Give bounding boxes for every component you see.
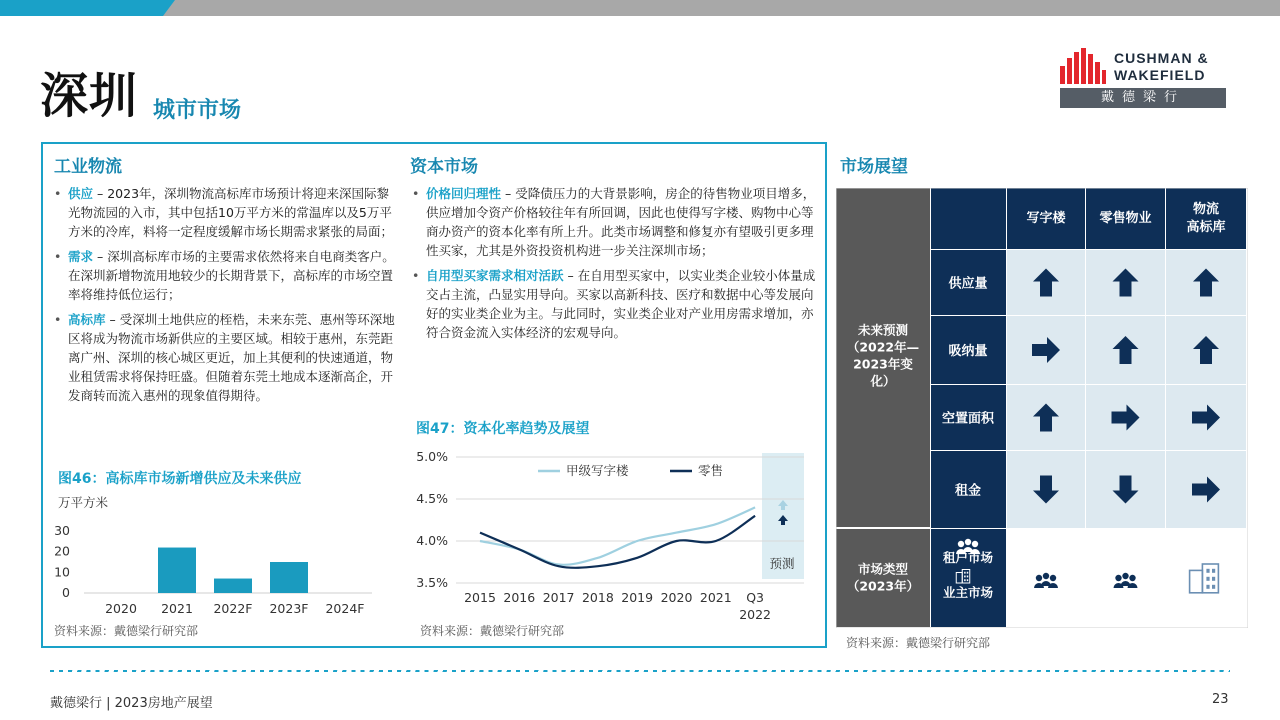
outlook-type-group-label: 市场类型 (857, 561, 909, 577)
chart47-x-tick-label: Q3 (746, 590, 764, 605)
chart47-title: 图47：资本化率趋势及展望 (416, 421, 590, 437)
logo-text-cn: 戴德梁行 (1060, 88, 1226, 108)
chart47-x-tick-label: 2019 (621, 590, 654, 605)
logo-bars-icon (1060, 48, 1106, 84)
footer-divider (50, 670, 1230, 672)
page-title: 深圳 (40, 68, 139, 124)
bullet-keyword: 供应 (68, 186, 94, 201)
industrial-bullets (54, 184, 398, 411)
chart47-y-tick-label: 4.5% (416, 491, 448, 506)
outlook-row-header-label: 供应量 (948, 276, 988, 292)
chart47-y-tick-label: 4.0% (416, 533, 448, 548)
capital-bullet-pricing (412, 184, 816, 260)
chart46-x-tick-label: 2022F (213, 601, 253, 616)
capital-section-title: 资本市场 (410, 157, 478, 177)
page-subtitle: 城市市场 (153, 98, 242, 123)
bullet-text: – 受降债压力的大背景影响，房企的待售物业项目增多，供应增加令资产价格较往年有所回调，因此也使得写字楼、购物中心等商办资产的资本化率有所上升。此类市场调整和修复亦有望吸引更多理性买家，尤其是外资投资机构进一步关注深圳市场； (426, 186, 816, 258)
outlook-column-header-label: 物流 (1192, 202, 1220, 217)
chart46-source: 资料来源：戴德梁行研究部 (54, 624, 199, 638)
outlook-column-header-label: 高标库 (1186, 220, 1226, 235)
chart47-x-tick-label: 2021 (699, 590, 732, 605)
bullet-keyword: 高标库 (68, 312, 106, 327)
industrial-bullet-supply (54, 184, 398, 241)
chart47-x-tick-label: 2018 (581, 590, 614, 605)
chart46-y-tick-label: 20 (54, 543, 70, 559)
outlook-type-legend-landlord: 业主市场 (942, 585, 994, 600)
page-number: 23 (1212, 692, 1229, 707)
chart46-x-tick-label: 2020 (105, 601, 137, 616)
outlook-type-group-label: （2023年） (846, 578, 920, 594)
outlook-row-header-label: 租金 (954, 483, 982, 499)
outlook-column-header (1166, 188, 1246, 249)
outlook-forecast-group-label: （2022年— (846, 339, 920, 355)
capital-bullets (412, 184, 816, 348)
chart47-x-tick-label: 2020 (660, 590, 693, 605)
bullet-keyword: 价格回归理性 (426, 186, 502, 201)
chart47-x-tick-label: 2022 (739, 607, 772, 622)
outlook-source: 资料来源：戴德梁行研究部 (846, 636, 991, 650)
outlook-table (836, 188, 1248, 628)
capital-bullet-owner-occupier (412, 266, 816, 342)
outlook-type-legend-tenant: 租户市场 (942, 550, 994, 565)
chart46-y-tick-label: 0 (62, 585, 70, 600)
outlook-type-cell (1166, 529, 1246, 627)
industrial-section-title: 工业物流 (54, 157, 122, 177)
chart47-source: 资料来源：戴德梁行研究部 (420, 624, 565, 638)
bullet-text: – 受深圳土地供应的桎梏，未来东莞、惠州等环深地区将成为物流市场新供应的主要区域。相较于惠州，东莞距离广州、深圳的核心城区更近，加上其便利的快速通道，物业租赁需求将保持旺盛。但随着东莞土地成本逐渐高企，开发商转而流入惠州的现象值得期待。 (68, 312, 395, 403)
chart46-bar-chart (50, 490, 380, 620)
cushman-wakefield-logo (1060, 46, 1226, 110)
outlook-group-divider (836, 527, 930, 529)
outlook-row-header-label: 吸纳量 (948, 344, 988, 359)
chart47-x-tick-label: 2016 (503, 590, 536, 605)
chart46-y-tick-label: 30 (54, 523, 70, 538)
chart47-forecast-label: 预测 (769, 556, 795, 571)
bullet-keyword: 需求 (68, 249, 94, 264)
chart46-y-tick-label: 10 (54, 564, 70, 580)
outlook-forecast-group-label: 未来预测 (857, 322, 909, 338)
outlook-column-header-label: 写字楼 (1026, 211, 1066, 226)
chart47-x-tick-label: 2015 (464, 590, 496, 605)
chart47-x-tick-label: 2017 (542, 590, 575, 605)
chart46-title: 图46：高标库市场新增供应及未来供应 (58, 471, 302, 487)
chart46-x-tick-label: 2024F (325, 601, 365, 616)
top-bar-accent (0, 0, 175, 16)
chart46-x-tick-label: 2023F (269, 601, 309, 616)
outlook-section-title: 市场展望 (840, 157, 908, 177)
outlook-header-corner (931, 188, 1006, 249)
outlook-forecast-group-label: 2023年变 (853, 356, 913, 372)
chart47-legend-label: 零售 (698, 463, 724, 478)
footer-label: 戴德梁行 | 2023房地产展望 (50, 696, 213, 711)
chart47-line-chart (410, 444, 820, 624)
chart47-legend-label: 甲级写字楼 (566, 463, 629, 478)
outlook-row-header-label: 空置面积 (941, 411, 995, 427)
bullet-text: – 深圳高标库市场的主要需求依然将来自电商类客户。在深圳新增物流用地较少的长期背景下，高标库的市场空置率将维持低位运行； (68, 249, 395, 302)
chart47-series-line (480, 516, 755, 568)
chart47-y-tick-label: 3.5% (416, 575, 448, 590)
industrial-bullet-demand (54, 247, 398, 304)
chart46-bar (270, 562, 308, 593)
outlook-column-header-label: 零售物业 (1099, 211, 1152, 226)
bullet-text: – 在自用型买家中，以实业类企业较小体量成交占主流，凸显实用导向。买家以高新科技、医疗和数据中心等发展向好的实业类企业为主。与此同时，实业类企业对产业用房需求增加，亦符合资金流入实体经济的宏观导向。 (426, 268, 816, 340)
industrial-bullet-warehouse (54, 310, 398, 405)
outlook-forecast-group-label: 化） (870, 373, 896, 389)
chart46-x-tick-label: 2021 (161, 601, 193, 616)
chart46-y-unit: 万平方米 (58, 495, 109, 510)
bullet-text: – 2023年，深圳物流高标库市场预计将迎来深国际黎光物流园的入市，其中包括10万平方米的常温库以及5万平方米的冷库，料将一定程度缓解市场长期需求紧张的局面； (68, 186, 394, 239)
chart47-series-line (480, 507, 755, 564)
logo-text-line2: WAKEFIELD (1114, 67, 1206, 83)
chart46-bar (158, 548, 196, 593)
top-bar (0, 0, 1280, 16)
chart46-bar (214, 579, 252, 593)
logo-text-line1: CUSHMAN & (1114, 50, 1209, 66)
bullet-keyword: 自用型买家需求相对活跃 (426, 268, 564, 283)
chart47-y-tick-label: 5.0% (416, 449, 448, 464)
